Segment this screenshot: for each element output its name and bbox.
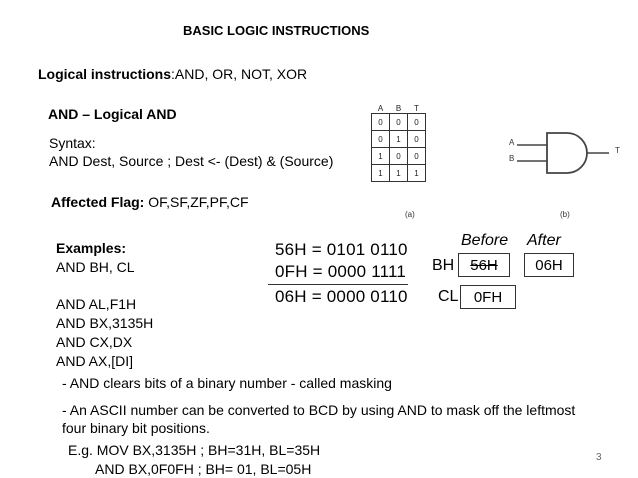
calc-result: 06H = 0000 0110 [275,287,408,306]
and-gate-symbol [547,133,587,173]
cl-register-label: CL [438,288,459,305]
truth-table-cell: 0 [372,131,390,148]
truth-table-cell: 1 [390,165,408,182]
truth-table-row [372,148,426,165]
truth-table-cell: 0 [408,114,426,131]
truth-table-cell: 0 [372,114,390,131]
gate-input-b-label: B [509,154,515,163]
example-code-line1: E.g. MOV BX,3135H ; BH=31H, BL=35H [68,442,321,458]
bh-before-box [458,253,510,277]
truth-table-row [372,165,426,182]
bh-before-value: 56H [470,256,498,274]
ascii-note-line1: - An ASCII number can be converted to BCD by using AND to mask off the leftmost [62,402,576,418]
truth-table-cell: 1 [372,148,390,165]
example-line: AND AL,F1H [56,296,137,312]
truth-table-header: T [414,103,419,113]
affected-flags-line [51,194,249,211]
examples-label: Examples: [56,240,127,256]
truth-table-cell: 1 [408,165,426,182]
truth-table-cell: 0 [408,148,426,165]
syntax-line: AND Dest, Source ; Dest <- (Dest) & (Source) [49,153,334,169]
truth-table-caption: (a) [405,210,415,219]
example-line: AND BX,3135H [56,315,154,331]
before-label: Before [461,232,509,249]
bh-after-box [524,253,574,277]
and-gate-diagram [505,128,625,178]
truth-table-header: B [395,103,402,113]
masking-note: - AND clears bits of a binary number - called masking [62,375,392,391]
cl-before-box [460,285,516,309]
calc-divider [268,284,408,285]
gate-input-a-label: A [509,138,515,147]
example-line: AND AX,[DI] [56,353,134,369]
bh-after-value: 06H [535,256,563,274]
syntax-label: Syntax: [49,135,96,151]
example-line: AND BH, CL [56,259,135,275]
truth-table-cell: 0 [408,131,426,148]
calc-line: 0FH = 0000 1111 [275,262,407,281]
truth-table-header: A [377,103,384,113]
ascii-note-line2: four binary bit positions. [62,420,210,436]
truth-table-row [372,131,426,148]
gate-output-label: T [615,146,620,155]
logical-instructions-label: Logical instructions [38,66,172,82]
example-line: AND CX,DX [56,334,133,350]
example-code-line2: AND BX,0F0FH ; BH= 01, BL=05H [95,461,312,477]
page-number: 3 [596,452,602,463]
truth-table-cell: 0 [390,114,408,131]
affected-flags-label: Affected Flag: [51,194,145,210]
truth-table [371,103,426,182]
bh-register-label: BH [432,257,455,274]
after-label: After [527,232,561,249]
truth-table-cell: 1 [390,131,408,148]
truth-table-cell: 0 [390,148,408,165]
calc-line: 56H = 0101 0110 [275,240,408,259]
truth-table-row [372,114,426,131]
logical-instructions-line [38,66,307,83]
and-heading: AND – Logical AND [48,106,177,122]
logical-instructions-list: :AND, OR, NOT, XOR [171,66,308,82]
affected-flags-value: OF,SF,ZF,PF,CF [144,194,249,210]
truth-table-cell: 1 [372,165,390,182]
cl-before-value: 0FH [473,288,503,306]
gate-caption: (b) [560,210,570,219]
page-title: BASIC LOGIC INSTRUCTIONS [183,23,370,38]
